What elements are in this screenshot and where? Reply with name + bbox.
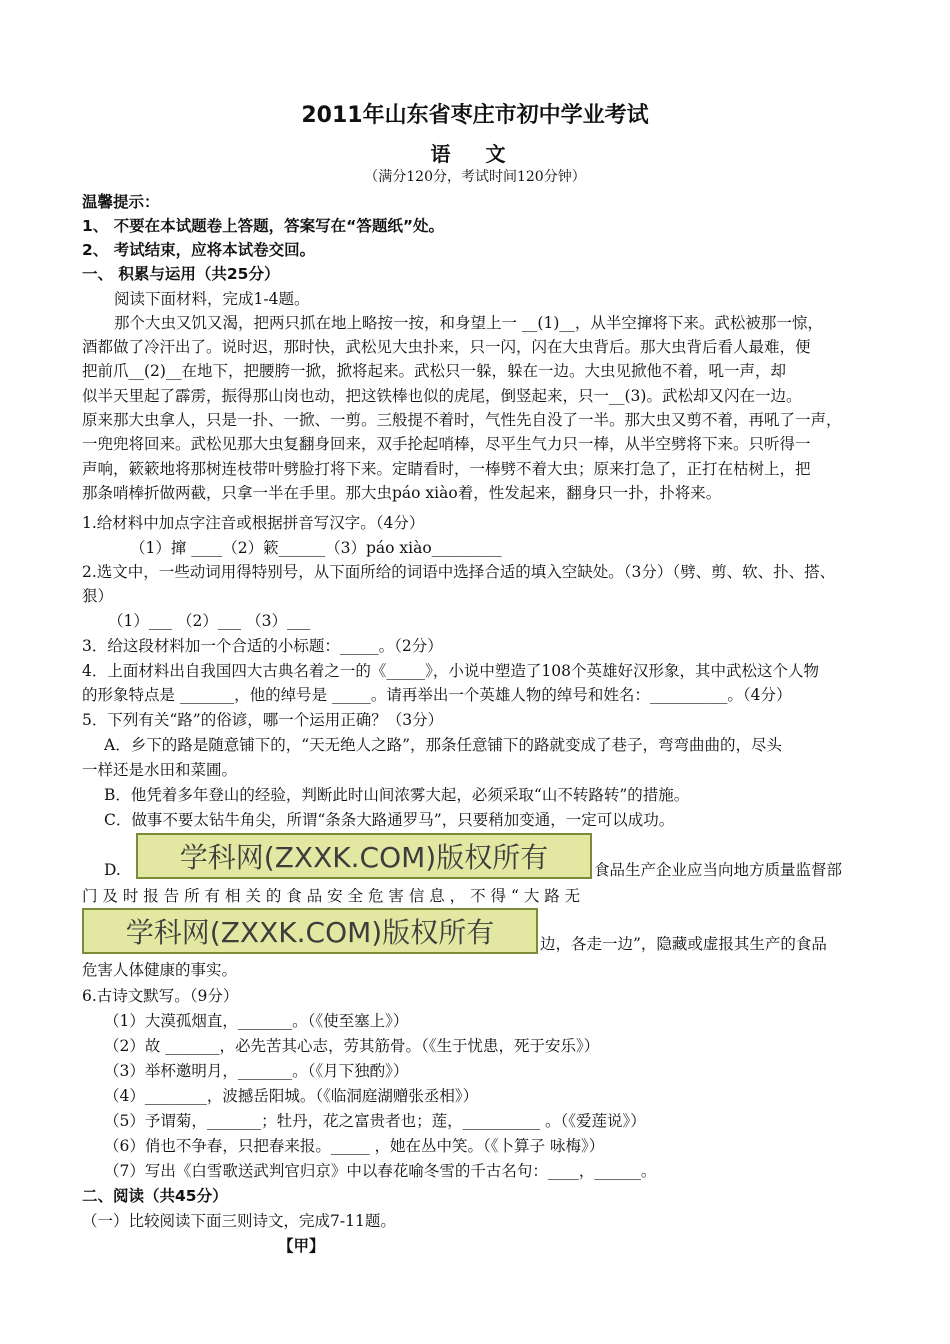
option-d-cont: 门 及 时 报 告 所 有 相 关 的 食 品 安 全 危 害 信 息 ， 不 得 “ 大 路 无 [82,887,581,905]
tip-item: 2、 考试结束，应将本试卷交回。 [82,241,316,259]
option-c: C．做事不要太钻牛角尖，所谓“条条大路通罗马”，只要稍加变通，一定可以成功。 [104,811,675,829]
question: 3．给这段材料加一个合适的小标题：_____。（2分） [82,637,443,655]
exam-subject: 语 文 [430,142,520,166]
section-heading: 一、 积累与运用（共25分） [82,265,280,283]
poem-item: （7）写出《白雪歌送武判官归京》中以春花喻冬雪的千古名句：____，______。 [104,1162,657,1180]
exam-meta: （满分120分，考试时间120分钟） [364,169,586,185]
poem-item: （4）________，波撼岳阳城。（《临洞庭湖赠张丞相》） [104,1087,479,1105]
option-a: A．乡下的路是随意铺下的，“天无绝人之路”，那条任意铺下的路就变成了巷子，弯弯曲曲的，尽头 [104,736,783,754]
question: 2.选文中，一些动词用得特别号，从下面所给的词语中选择合适的填入空缺处。（3分）（劈、剪、软、扑、搭、 [82,563,836,581]
section-heading: 二、阅读（共45分） [82,1187,228,1205]
tips-heading: 温馨提示： [82,193,160,211]
question: 5．下列有关“路”的俗谚，哪一个运用正确？（3分） [82,711,444,729]
poem-item: （5）予谓菊，_______；牡丹，花之富贵者也；莲，__________ 。（《爱莲说》） [104,1112,646,1130]
passage-line: 把前爪__(2)__在地下，把腰胯一掀，掀将起来。武松只一躲，躲在一边。大虫见掀他不着，吼一声，却 [82,362,786,380]
question: 1.给材料中加点字注音或根据拼音写汉字。（4分） [82,514,425,532]
option-a-cont: 一样还是水田和菜圃。 [82,761,238,779]
section-intro: （一）比较阅读下面三则诗文，完成7-11题。 [82,1212,396,1230]
passage-line: 似半天里起了霹雳，振得那山岗也动，把这铁棒也似的虎尾，倒竖起来，只一__(3)。武松却又闪在一边。 [82,387,802,405]
option-d: 食品生产企业应当向地方质量监督部 [594,861,843,879]
section-intro: 阅读下面材料，完成1-4题。 [114,290,310,308]
passage-line: 那条哨棒折做两截，只拿一半在手里。那大虫páo xiào着，性发起来，翻身只一扑，扑将来。 [82,484,722,502]
poem-item: （6）俏也不争春，只把春来报。_____ ，她在丛中笑。（《卜算子 咏梅》） [104,1137,605,1155]
passage-line: 声响，簌簌地将那树连枝带叶劈脸打将下来。定睛看时，一棒劈不着大虫；原来打急了，正打在枯树上，把 [82,460,811,478]
option-d-cont: 危害人体健康的事实。 [82,961,238,979]
question: 6.古诗文默写。（9分） [82,987,239,1005]
poem-item: （3）举杯邀明月，_______。（《月下独酌》） [104,1062,409,1080]
poem-item: （1）大漠孤烟直，_______。（《使至塞上》） [104,1012,409,1030]
tip-item: 1、 不要在本试题卷上答题，答案写在“答题纸”处。 [82,217,445,235]
watermark-banner: 学科网(ZXXK.COM)版权所有 [82,908,538,954]
question: 狠） [82,587,114,605]
passage-line: 原来那大虫拿人，只是一扑、一掀、一剪。三般提不着时，气性先自没了一半。那大虫又剪不着，再吼了一声， [82,411,842,429]
question-blanks: （1）___ （2）___ （3）___ [108,612,311,630]
option-b: B．他凭着多年登山的经验，判断此时山间浓雾大起，必须采取“山不转路转”的措施。 [104,786,690,804]
question: 4．上面材料出自我国四大古典名着之一的《_____》，小说中塑造了108个英雄好汉形象，其中武松这个人物 [82,662,819,680]
exam-title: 2011年山东省枣庄市初中学业考试 [301,103,649,128]
poem-item: （2）故 _______，必先苦其心志，劳其筋骨。（《生于忧患，死于安乐》） [104,1037,600,1055]
subsection-label: 【甲】 [278,1237,325,1255]
passage-line: 酒都做了冷汗出了。说时迟，那时快，武松见大虫扑来，只一闪，闪在大虫背后。那大虫背后看人最难，便 [82,338,811,356]
option-d-cont: 边，各走一边”，隐藏或虚报其生产的食品 [540,935,827,953]
question: 的形象特点是 _______，他的绰号是 _____。请再举出一个英雄人物的绰号和姓名：__________。（4分） [82,686,792,704]
question-blanks: （1）撺 ____（2）簌______（3）páo xiào_________ [130,539,502,557]
passage-line: 那个大虫又饥又渴，把两只抓在地上略按一按，和身望上一 __(1)__，从半空撺将下来。武松被那一惊， [114,314,823,332]
option-d-label: D. [104,861,121,879]
watermark-banner: 学科网(ZXXK.COM)版权所有 [136,833,592,879]
passage-line: 一兜兜将回来。武松见那大虫复翻身回来，双手抡起哨棒，尽平生气力只一棒，从半空劈将下来。只听得一 [82,435,811,453]
